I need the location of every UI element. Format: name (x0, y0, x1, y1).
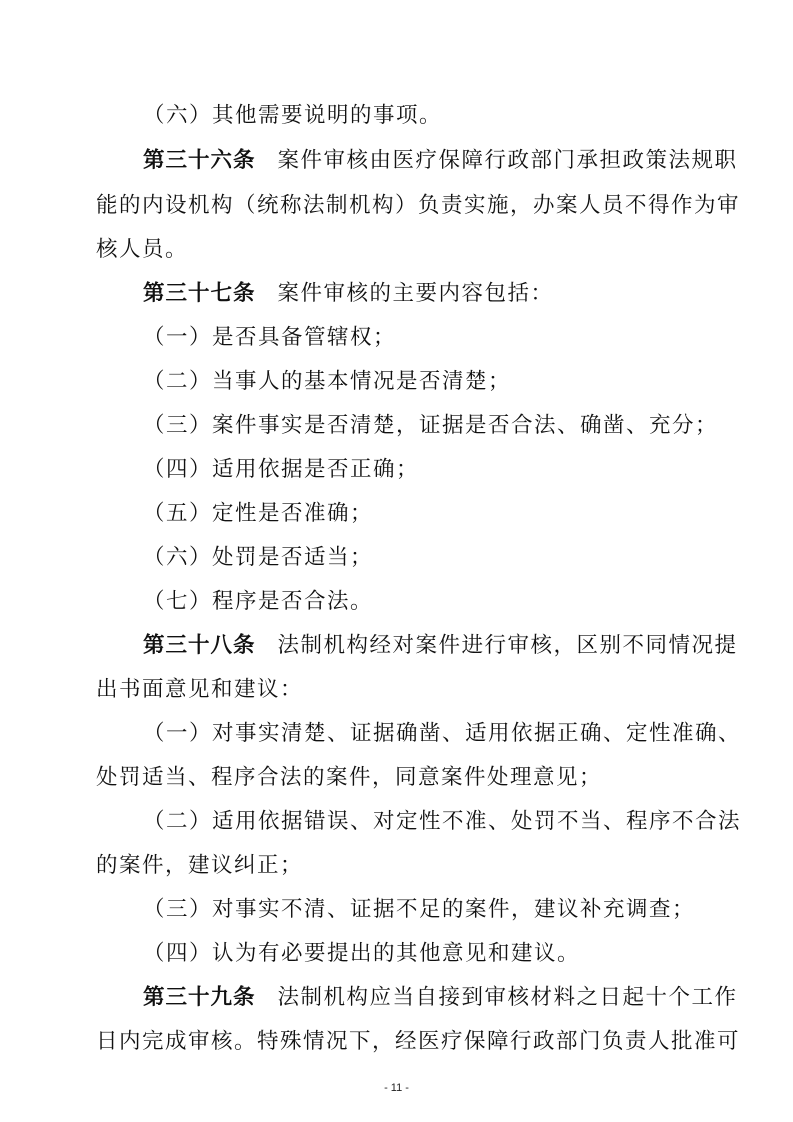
list-item: （二）当事人的基本情况是否清楚； (143, 369, 512, 394)
list-item: （三）案件事实是否清楚，证据是否合法、确凿、充分； (143, 413, 719, 438)
article-36-text: 案件审核由医疗保障行政部门承担政策法规职 (277, 148, 738, 173)
article-39-line-2: 日内完成审核。特殊情况下，经医疗保障行政部门负责人批准可 (96, 1029, 741, 1054)
article-39-line-1 (143, 983, 793, 1013)
article-38-line-1 (143, 631, 793, 661)
article-36-heading: 第三十六条 (143, 148, 256, 173)
article-37-text: 案件审核的主要内容包括： (277, 281, 554, 306)
article-39-text: 法制机构应当自接到审核材料之日起十个工作 (277, 985, 738, 1010)
article-36-line-2: 能的内设机构（统称法制机构）负责实施，办案人员不得作为审 (96, 193, 741, 218)
list-item: （四）适用依据是否正确； (143, 457, 420, 482)
list-item: （七）程序是否合法。 (143, 589, 374, 614)
list-item: （四）认为有必要提出的其他意见和建议。 (143, 941, 581, 966)
list-item-continuation: 处罚适当、程序合法的案件，同意案件处理意见； (96, 765, 603, 790)
paragraph-line-1: （六）其他需要说明的事项。 (143, 103, 443, 128)
article-38-line-2: 出书面意见和建议： (96, 677, 304, 702)
article-37-heading: 第三十七条 (143, 281, 256, 306)
article-38-text: 法制机构经对案件进行审核，区别不同情况提 (277, 633, 738, 658)
list-item: （一）对事实清楚、证据确凿、适用依据正确、定性准确、 (143, 721, 742, 746)
article-36-line-3: 核人员。 (96, 237, 189, 262)
page-number: - 11 - (384, 1082, 409, 1094)
article-39-heading: 第三十九条 (143, 985, 256, 1010)
article-36-line-1 (143, 146, 793, 176)
list-item-continuation: 的案件，建议纠正； (96, 853, 304, 878)
list-item: （六）处罚是否适当； (143, 545, 374, 570)
article-37-line-1 (143, 279, 793, 309)
list-item: （五）定性是否准确； (143, 501, 374, 526)
list-item: （三）对事实不清、证据不足的案件，建议补充调查； (143, 897, 696, 922)
article-38-heading: 第三十八条 (143, 633, 256, 658)
list-item: （二）适用依据错误、对定性不准、处罚不当、程序不合法 (143, 809, 742, 834)
list-item: （一）是否具备管辖权； (143, 325, 397, 350)
